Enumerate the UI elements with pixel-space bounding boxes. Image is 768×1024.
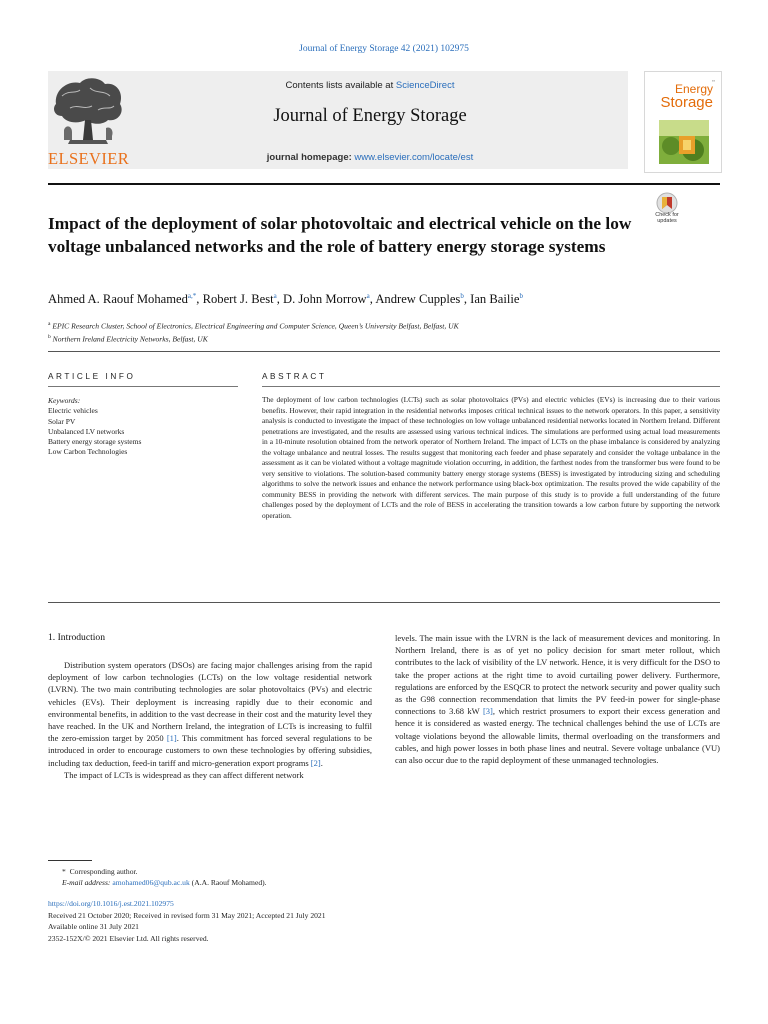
body-paragraph: The impact of LCTs is widespread as they can affect different network bbox=[64, 769, 304, 780]
publication-info bbox=[48, 898, 548, 944]
abstract-heading: ABSTRACT bbox=[262, 372, 327, 381]
received-dates: Received 21 October 2020; Received in revised form 31 May 2021; Accepted 21 July 2021 bbox=[48, 910, 326, 920]
article-title: Impact of the deployment of solar photovoltaic and electrical vehicle on the low voltage unbalanced networks and the role of battery energy storage systems bbox=[48, 214, 632, 256]
body-paragraph: Distribution system operators (DSOs) are facing major challenges arising from the rapid deployment of low carbon technologies (LCTs) on the low voltage residential network (LVRN). The two main contributing technologies are solar photovoltaics (PVs) and electric vehicles (EVs). Their deployment is increasing rapidly due to their economic and environmental benefits, in addition to the vast decrease in their cost and the maturity level they have reached. In the UK and Northern Ireland, the integration of LCTs is increasing to fulfil the zero-emission target by 2050 [1]. This commitment has forced several regulations to be introduced in order to encourage customers to own these technologies by offering subsidies, including tax deduction, feed-in tariff and micro-generation export programs [2]. bbox=[48, 660, 372, 768]
article-info-heading: ARTICLE INFO bbox=[48, 372, 136, 381]
introduction-heading: 1. Introduction bbox=[48, 632, 106, 643]
header-rule bbox=[48, 183, 720, 185]
copyright-notice: 2352-152X/© 2021 Elsevier Ltd. All rights reserved. bbox=[48, 933, 209, 943]
affiliation-item: $^b$ Northern Ireland Electricity Networks, Belfast, UK bbox=[48, 333, 208, 344]
journal-cover-thumbnail[interactable] bbox=[644, 71, 722, 173]
keywords-label: Keywords: bbox=[48, 396, 81, 405]
footnote-rule bbox=[48, 860, 92, 861]
affiliations bbox=[48, 319, 708, 344]
journal-homepage: journal homepage: www.elsevier.com/locate/est bbox=[266, 152, 474, 163]
journal-citation-link[interactable]: Journal of Energy Storage 42 (2021) 102975 bbox=[299, 44, 469, 54]
author-affiliation-mark[interactable]: b bbox=[460, 292, 464, 300]
corresponding-author-note: * Corresponding author. bbox=[62, 867, 138, 876]
affiliation-item: $^a$ EPIC Research Cluster, School of Electronics, Electrical Engineering and Computer Science, Queen’s University Belfast, Belfast, UK bbox=[48, 321, 459, 331]
author-name[interactable]: Andrew Cupples bbox=[375, 292, 461, 307]
sciencedirect-link[interactable]: ScienceDirect bbox=[395, 80, 455, 91]
reference-link[interactable]: [3] bbox=[482, 706, 493, 717]
body-column-right bbox=[395, 632, 720, 766]
keyword-item: Low Carbon Technologies bbox=[48, 447, 128, 457]
author-affiliation-mark[interactable]: a,* bbox=[187, 292, 197, 300]
author-affiliation-mark[interactable]: a bbox=[273, 292, 277, 300]
section-divider bbox=[48, 351, 720, 352]
contents-availability: Contents lists available at ScienceDirect bbox=[285, 80, 455, 91]
cover-title: Energy Storage bbox=[660, 82, 713, 111]
cover-photo-icon bbox=[659, 120, 709, 164]
keywords-block bbox=[48, 396, 238, 458]
author-name[interactable]: Robert J. Best bbox=[202, 292, 274, 307]
abstract-rule bbox=[262, 386, 720, 387]
check-for-updates-label[interactable]: Check for updates bbox=[655, 212, 679, 224]
author-name[interactable]: D. John Morrow bbox=[283, 292, 367, 307]
elsevier-tree-icon bbox=[50, 74, 126, 148]
body-column-left bbox=[48, 659, 372, 781]
keyword-item: Unbalanced LV networks bbox=[48, 426, 125, 436]
author-affiliation-mark[interactable]: a bbox=[366, 292, 370, 300]
body-paragraph: levels. The main issue with the LVRN is the lack of measurement devices and monitoring. In Northern Ireland, there is as of yet no policy decision for smart meter rollout, which contributes to the lack of visibility of the LV network. Hence, it is very difficult for the DSO to take the proper actions at the right time to avoid curtailing power delivery. Furthermore, regulations are enforced by the ESQCR to protect the network security and power quality such as the G98 connection recommendation that limits the PV feed-in power for single-phase connections to 3.68 kW [3], which restrict prosumers to export their excess generation and hence it is considered as wasted energy. The technical challenges behind the use of LCTs are voltage violations beyond the allowable limits, thermal overloading on the transformers and cables, and high power losses in both phase lines and neutral. Severe voltage unbalance (VU) can also occur due to the rapid deployment of these unmanaged technologies. bbox=[395, 633, 720, 766]
cover-mark-icon: ▪▪ bbox=[712, 78, 715, 83]
email-link[interactable]: amohamed06@qub.ac.uk bbox=[112, 878, 190, 887]
email-note: E-mail address: amohamed06@qub.ac.uk (A.A. Raouf Mohamed). bbox=[62, 878, 267, 887]
doi-link[interactable]: https://doi.org/10.1016/j.est.2021.102975 bbox=[48, 899, 174, 908]
article-info-rule bbox=[48, 386, 238, 387]
elsevier-logo bbox=[48, 74, 128, 166]
abstract-text: The deployment of low carbon technologies (LCTs) such as solar photovoltaics (PVs) and electric vehicles (EVs) is increasing due to their various benefits. However, their rapid integration in the residential networks imposes critical technical issues to the network operators. In this paper, a sensitivity analysis is conducted to investigate the impact of these technologies on low voltage unbalanced residential networks located in Northern Ireland. Different penetrations are investigated, and the results are assessed using various technical indices. The simulations are performed using actual load measurements in a 10-minute resolution obtained from the network operator of Northern Ireland. The impact of LCTs on the phase imbalance is considered by analyzing the voltage unbalance and neutral losses. The results suggest that monitoring each feeder and phase separately and consider the voltage unbalance in the assessment as it can be violated without a voltage magnitude violation occurring, in addition, the farthest nodes from the transformer bus were found to be very sensitive to violations. The solution-based community battery energy storage systems (BESS) is investigated by introducing sizing and scheduling algorithms to solve the network issues and enhance the network performance using black-box optimization. The results proved the wide capability of the community BESS in providing the network with different services. The main purpose of this study is to provide a full understanding of the future challenges posed by the deployment of LCTs and the role of BESS in accelerating the transition towards a low carbon future by supporting the network operation. bbox=[262, 395, 720, 521]
available-online-date: Available online 31 July 2021 bbox=[48, 922, 139, 931]
keyword-item: Battery energy storage systems bbox=[48, 437, 142, 447]
reference-link[interactable]: [2] bbox=[310, 757, 321, 768]
abstract-bottom-rule bbox=[48, 602, 720, 603]
homepage-link[interactable]: www.elsevier.com/locate/est bbox=[354, 152, 474, 163]
keyword-item: Electric vehicles bbox=[48, 406, 98, 416]
elsevier-wordmark: ELSEVIER bbox=[48, 149, 130, 168]
author-name[interactable]: Ian Bailie bbox=[470, 292, 520, 307]
journal-title: Journal of Energy Storage bbox=[273, 106, 467, 126]
author-name[interactable]: Ahmed A. Raouf Mohamed bbox=[48, 292, 188, 307]
keyword-item: Solar PV bbox=[48, 416, 76, 426]
footnotes bbox=[48, 866, 448, 888]
author-list: Ahmed A. Raouf Mohamed$^{a,*}$, Robert J. Best$^a$, D. John Morrow$^a$, Andrew Cupples$^b$, Ian Bailie$^b$ bbox=[48, 292, 523, 307]
reference-link[interactable]: [1] bbox=[166, 733, 177, 744]
author-affiliation-mark[interactable]: b bbox=[519, 292, 523, 300]
